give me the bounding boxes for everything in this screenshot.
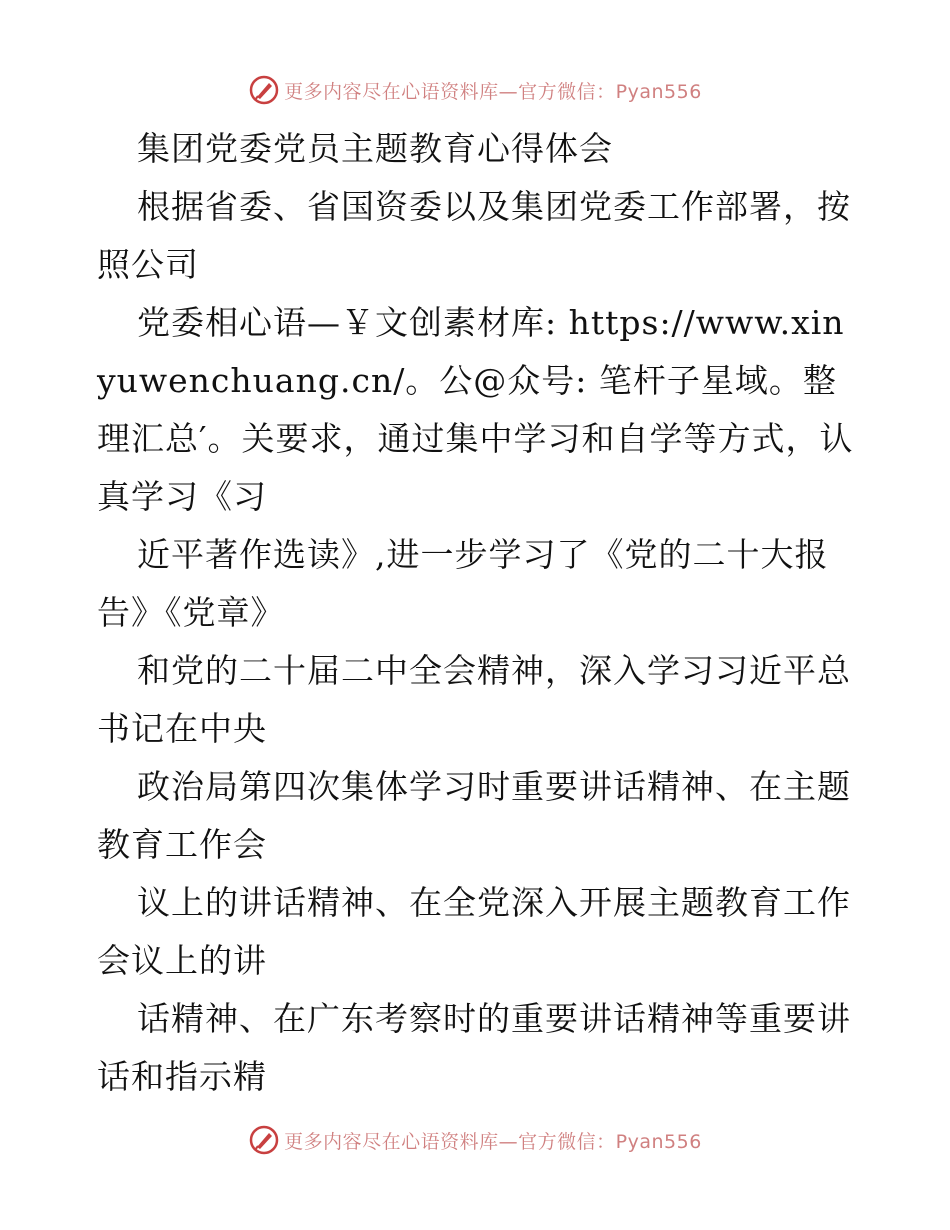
document-body	[97, 120, 857, 1106]
header-banner-text: 更多内容尽在心语资料库—官方微信：Pyan556	[284, 80, 702, 103]
paragraph: 党委相心语—￥文创素材库: https://www.xinyuwenchuang.cn/。公@众号: 笔杆子星域。整理汇总′。关要求，通过集中学习和自学等方式，认真学习《习	[97, 303, 854, 516]
quill-logo-icon	[248, 74, 280, 106]
paragraph: 话精神、在广东考察时的重要讲话精神等重要讲话和指示精	[97, 999, 851, 1096]
paragraph: 政治局第四次集体学习时重要讲话精神、在主题教育工作会	[97, 767, 851, 864]
document-title: 集团党委党员主题教育心得体会	[137, 129, 613, 168]
footer-banner-text: 更多内容尽在心语资料库—官方微信：Pyan556	[284, 1130, 702, 1153]
header-watermark-banner	[0, 70, 950, 110]
footer-watermark-banner	[0, 1120, 950, 1160]
paragraph: 议上的讲话精神、在全党深入开展主题教育工作会议上的讲	[97, 883, 851, 980]
paragraph: 根据省委、省国资委以及集团党委工作部署，按照公司	[97, 187, 851, 284]
quill-logo-icon	[248, 1124, 280, 1156]
paragraph: 近平著作选读》,进一步学习了《党的二十大报告》《党章》	[97, 535, 829, 632]
paragraph: 和党的二十届二中全会精神，深入学习习近平总书记在中央	[97, 651, 851, 748]
